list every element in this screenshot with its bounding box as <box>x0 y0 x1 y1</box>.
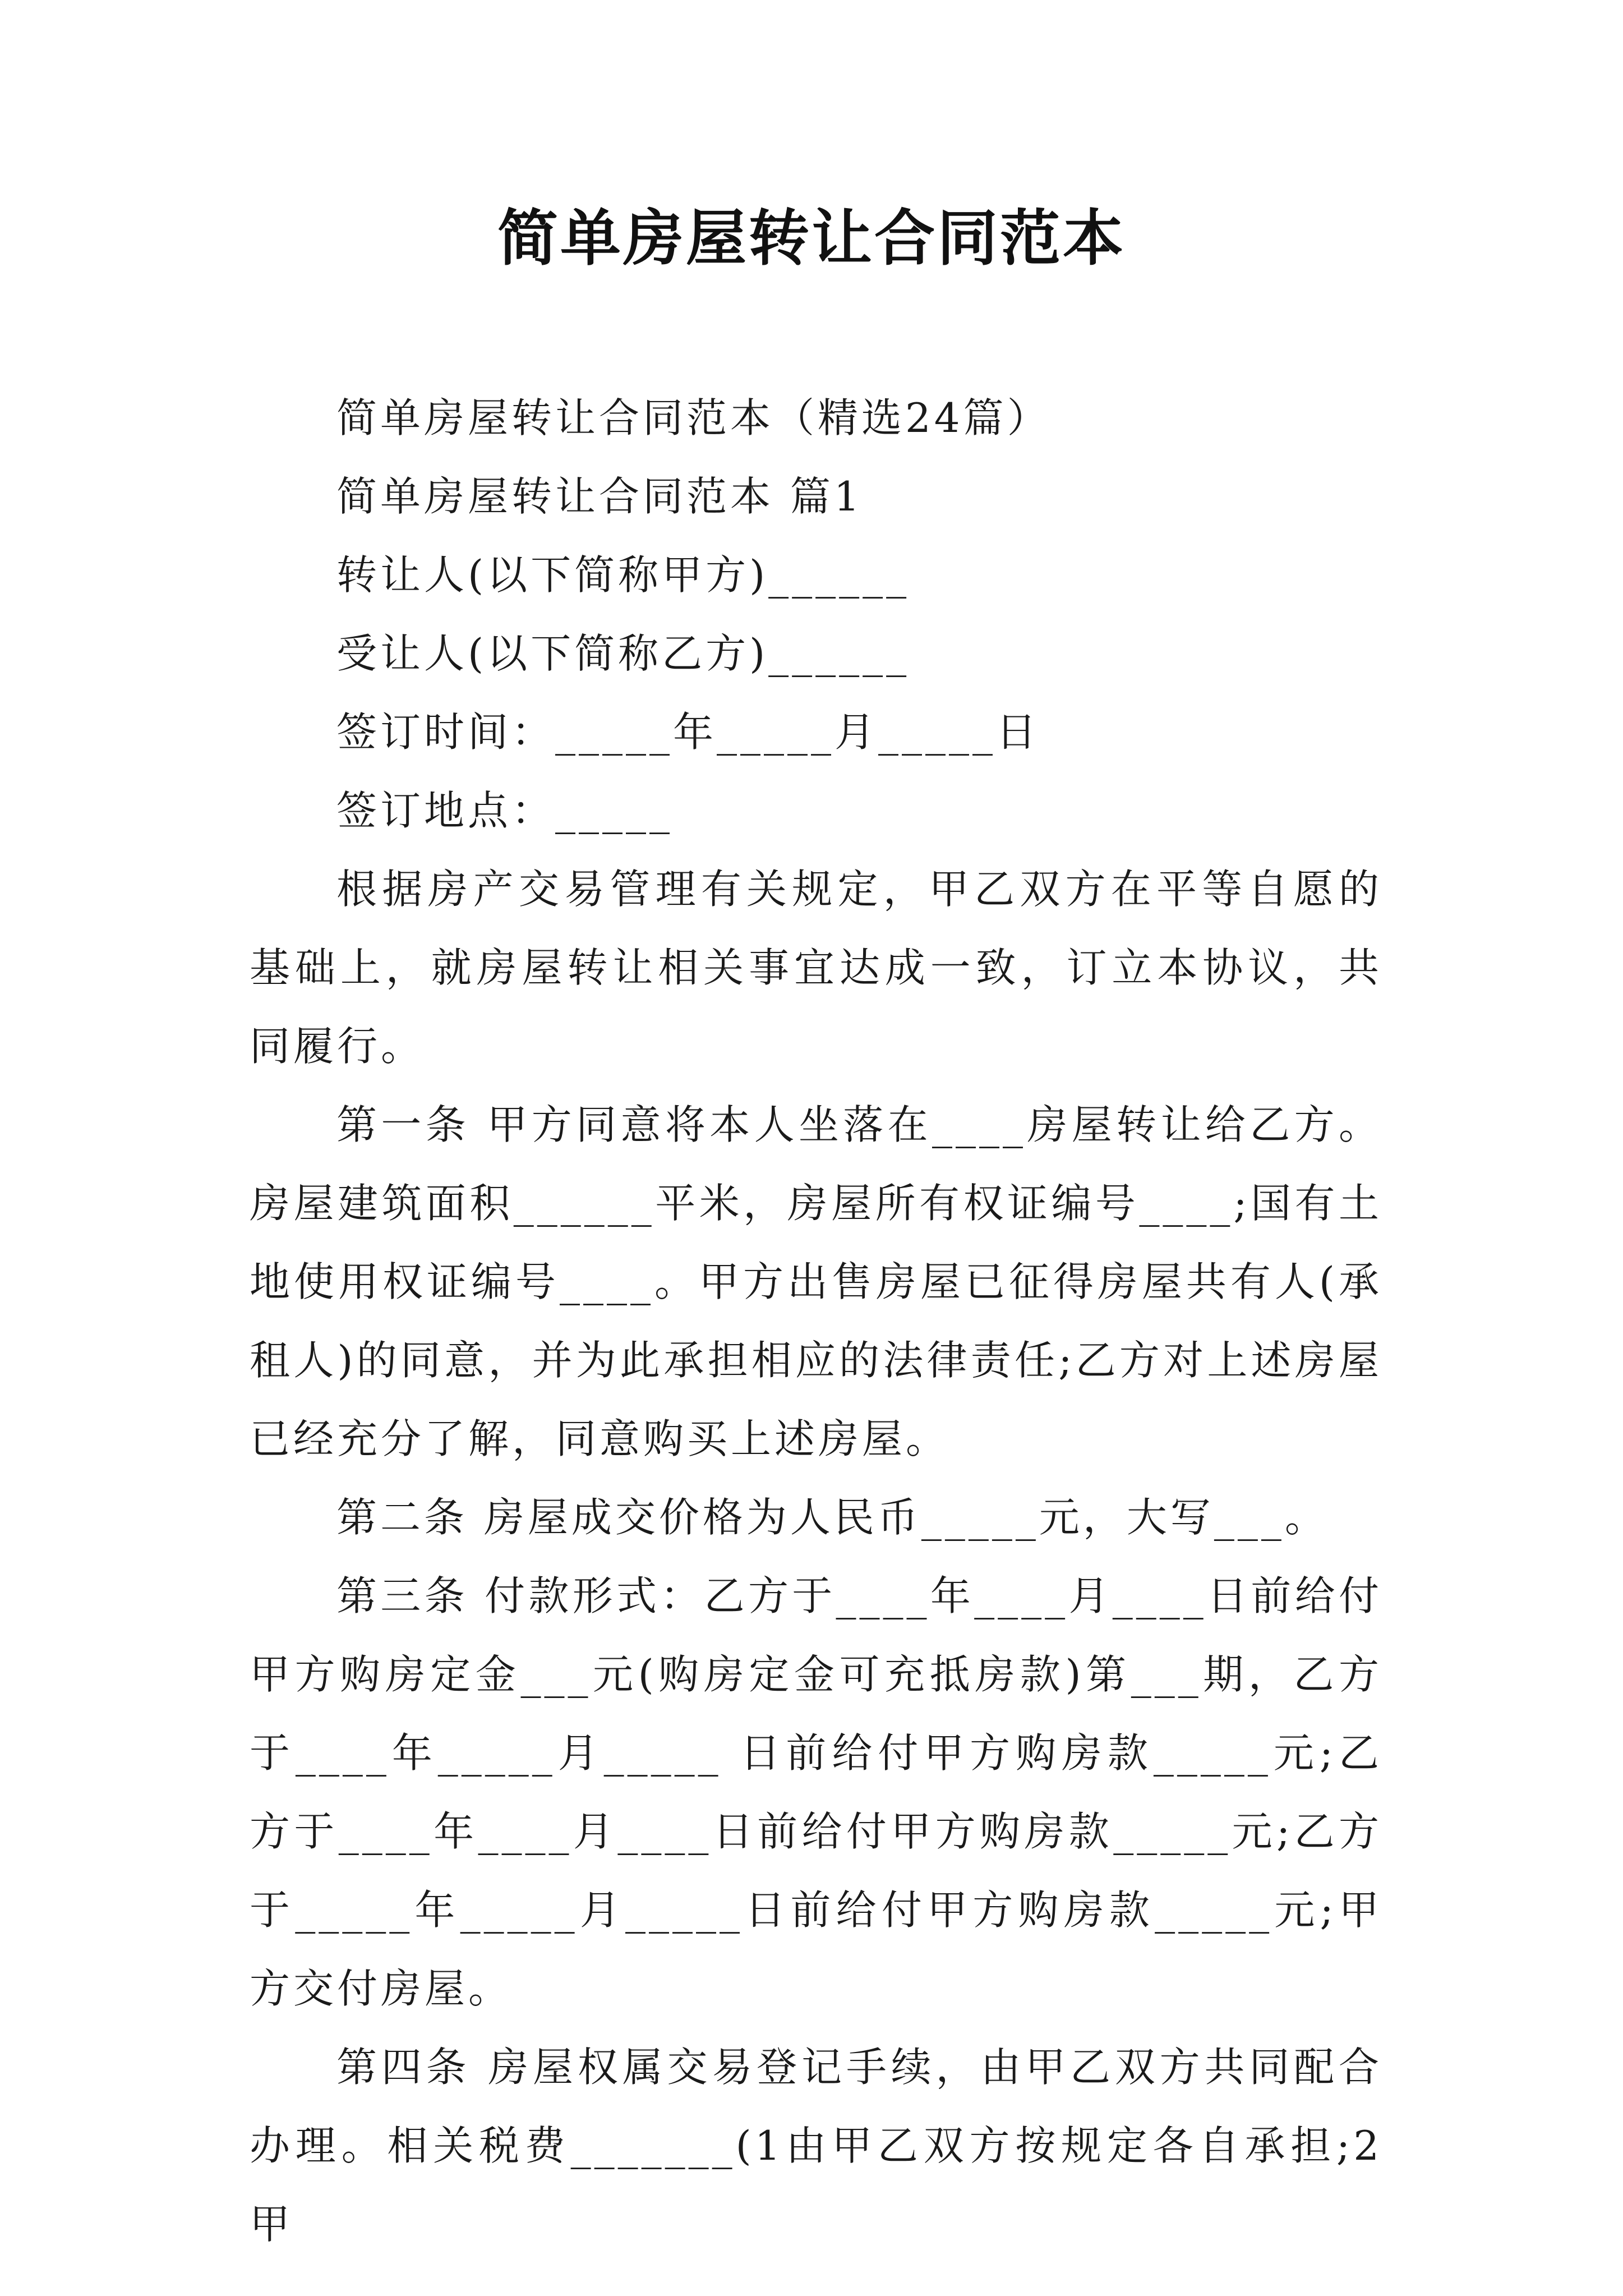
preamble-paragraph: 根据房产交易管理有关规定，甲乙双方在平等自愿的基础上，就房屋转让相关事宜达成一致，订立本协议，共同履行。 <box>250 866 1382 1070</box>
article-2-paragraph: 第二条 房屋成交价格为人民币_____元，大写___。 <box>336 1494 1329 1541</box>
article-4-paragraph: 第四条 房屋权属交易登记手续，由甲乙双方共同配合办理。相关税费_______(1由甲乙双方按规定各自承担;2甲 <box>250 2044 1382 2248</box>
document-title: 简单房屋转让合同范本 <box>497 203 1126 274</box>
signing-date-line: 签订时间：_____年_____月_____日 <box>336 708 1040 756</box>
article-3-paragraph: 第三条 付款形式：乙方于____年____月____日前给付甲方购房定金___元(购房定金可充抵房款)第___期，乙方于____年_____月_____ 日前给付甲方购房款_____元;乙方于____年____月____日前给付甲方购房款_____元;乙方于_____年_____月_____日前给付甲方购房款_____元;甲方交付房屋。 <box>250 1572 1382 2012</box>
transferor-line: 转让人(以下简称甲方)______ <box>336 551 910 599</box>
signing-place-line: 签订地点：_____ <box>336 787 674 834</box>
transferee-line: 受让人(以下简称乙方)______ <box>336 630 910 677</box>
document-subtitle: 简单房屋转让合同范本（精选24篇） <box>336 394 1051 441</box>
article-1-paragraph: 第一条 甲方同意将本人坐落在____房屋转让给乙方。房屋建筑面积______平米，房屋所有权证编号____;国有土地使用权证编号____。甲方出售房屋已征得房屋共有人(承租人)的同意，并为此承担相应的法律责任;乙方对上述房屋已经充分了解，同意购买上述房屋。 <box>250 1101 1382 1462</box>
document-body <box>250 379 1382 2263</box>
section-heading: 简单房屋转让合同范本 篇1 <box>336 473 863 520</box>
